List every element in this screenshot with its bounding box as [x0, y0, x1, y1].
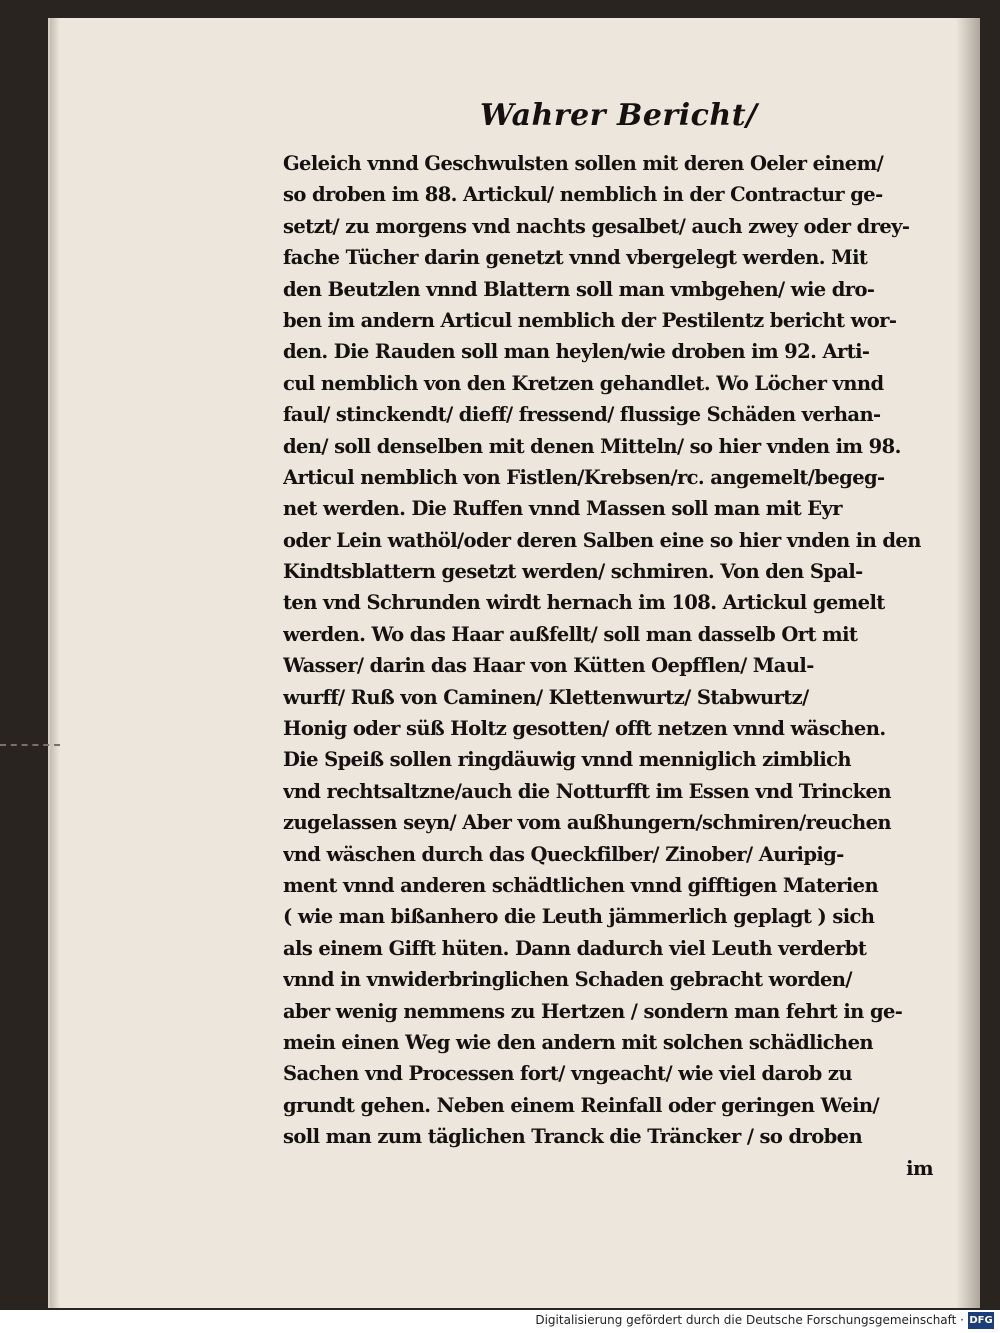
text-line: Geleich vnnd Geschwulsten sollen mit deren Oeler einem/	[283, 152, 884, 175]
text-line: setzt/ zu morgens vnd nachts gesalbet/ auch zwey oder drey-	[283, 214, 910, 238]
text-line: Honig oder süß Holtz gesotten/ offt netzen vnnd wäschen.	[283, 717, 886, 741]
catchword: im	[906, 1156, 933, 1180]
text-line: zugelassen seyn/ Aber vom außhungern/schmiren/reuchen	[283, 811, 891, 835]
text-line: soll man zum täglichen Tranck die Träncker / so droben	[283, 1125, 863, 1149]
text-line: als einem Gifft hüten. Dann dadurch viel Leuth verderbt	[283, 936, 867, 960]
text-line: so droben im 88. Artickul/ nemblich in der Contractur ge-	[283, 183, 883, 207]
text-line: ben im andern Articul nemblich der Pestilentz bericht wor-	[283, 308, 897, 332]
text-line: net werden. Die Ruffen vnnd Massen soll man mit Eyr	[283, 497, 842, 521]
running-head: Wahrer Bericht/	[480, 98, 758, 133]
dfg-logo-icon: DFG	[968, 1312, 994, 1329]
text-line: grundt gehen. Neben einem Reinfall oder geringen Wein/	[283, 1093, 879, 1117]
text-line: den Beutzlen vnnd Blattern soll man vmbgehen/ wie dro-	[283, 277, 875, 301]
text-line: vnd wäschen durch das Queckfilber/ Zinober/ Auripig-	[283, 842, 844, 866]
text-line: fache Tücher darin genetzt vnnd vbergelegt werden. Mit	[283, 246, 868, 270]
text-line: ( wie man bißanhero die Leuth jämmerlich geplagt ) sich	[283, 905, 875, 929]
text-line: Sachen vnd Processen fort/ vngeacht/ wie viel darob zu	[283, 1062, 852, 1086]
text-line: wurff/ Ruß von Caminen/ Klettenwurtz/ Stabwurtz/	[283, 685, 809, 709]
text-line: werden. Wo das Haar außfellt/ soll man dasselb Ort mit	[283, 622, 858, 646]
text-line: den/ soll denselben mit denen Mitteln/ so hier vnden im 98.	[283, 434, 901, 458]
text-line: cul nemblich von den Kretzen gehandlet. Wo Löcher vnnd	[283, 371, 884, 395]
page-gutter-shadow	[50, 18, 60, 1308]
funding-credit: Digitalisierung gefördert durch die Deutsche Forschungsgemeinschaft ·	[535, 1313, 964, 1327]
text-line: Die Speiß sollen ringdäuwig vnnd menniglich zimblich	[283, 748, 851, 772]
text-line: mein einen Weg wie den andern mit solchen schädlichen	[283, 1030, 874, 1054]
body-text	[283, 148, 933, 1184]
text-line: faul/ stinckendt/ dieff/ fressend/ flussige Schäden verhan-	[283, 403, 881, 427]
text-line: ten vnd Schrunden wirdt hernach im 108. Artickul gemelt	[283, 591, 885, 615]
text-line: vnnd in vnwiderbringlichen Schaden gebracht worden/	[283, 968, 852, 992]
text-line: Wasser/ darin das Haar von Kütten Oepfflen/ Maul-	[283, 654, 814, 678]
text-line: den. Die Rauden soll man heylen/wie droben im 92. Arti-	[283, 340, 870, 364]
text-line: ment vnnd anderen schädtlichen vnnd gifftigen Materien	[283, 873, 879, 897]
footer-bar	[0, 1310, 1000, 1333]
fold-marker-dashes	[0, 744, 60, 746]
text-line: aber wenig nemmens zu Hertzen / sondern man fehrt in ge-	[283, 999, 903, 1023]
text-line: Articul nemblich von Fistlen/Krebsen/rc. angemelt/begeg-	[283, 465, 885, 489]
text-line: Kindtsblattern gesetzt werden/ schmiren. Von den Spal-	[283, 560, 863, 584]
text-line: oder Lein wathöl/oder deren Salben eine so hier vnden in den	[283, 528, 921, 552]
page-edge-shadow	[956, 18, 980, 1308]
text-line: vnd rechtsaltzne/auch die Notturfft im Essen vnd Trincken	[283, 779, 891, 803]
